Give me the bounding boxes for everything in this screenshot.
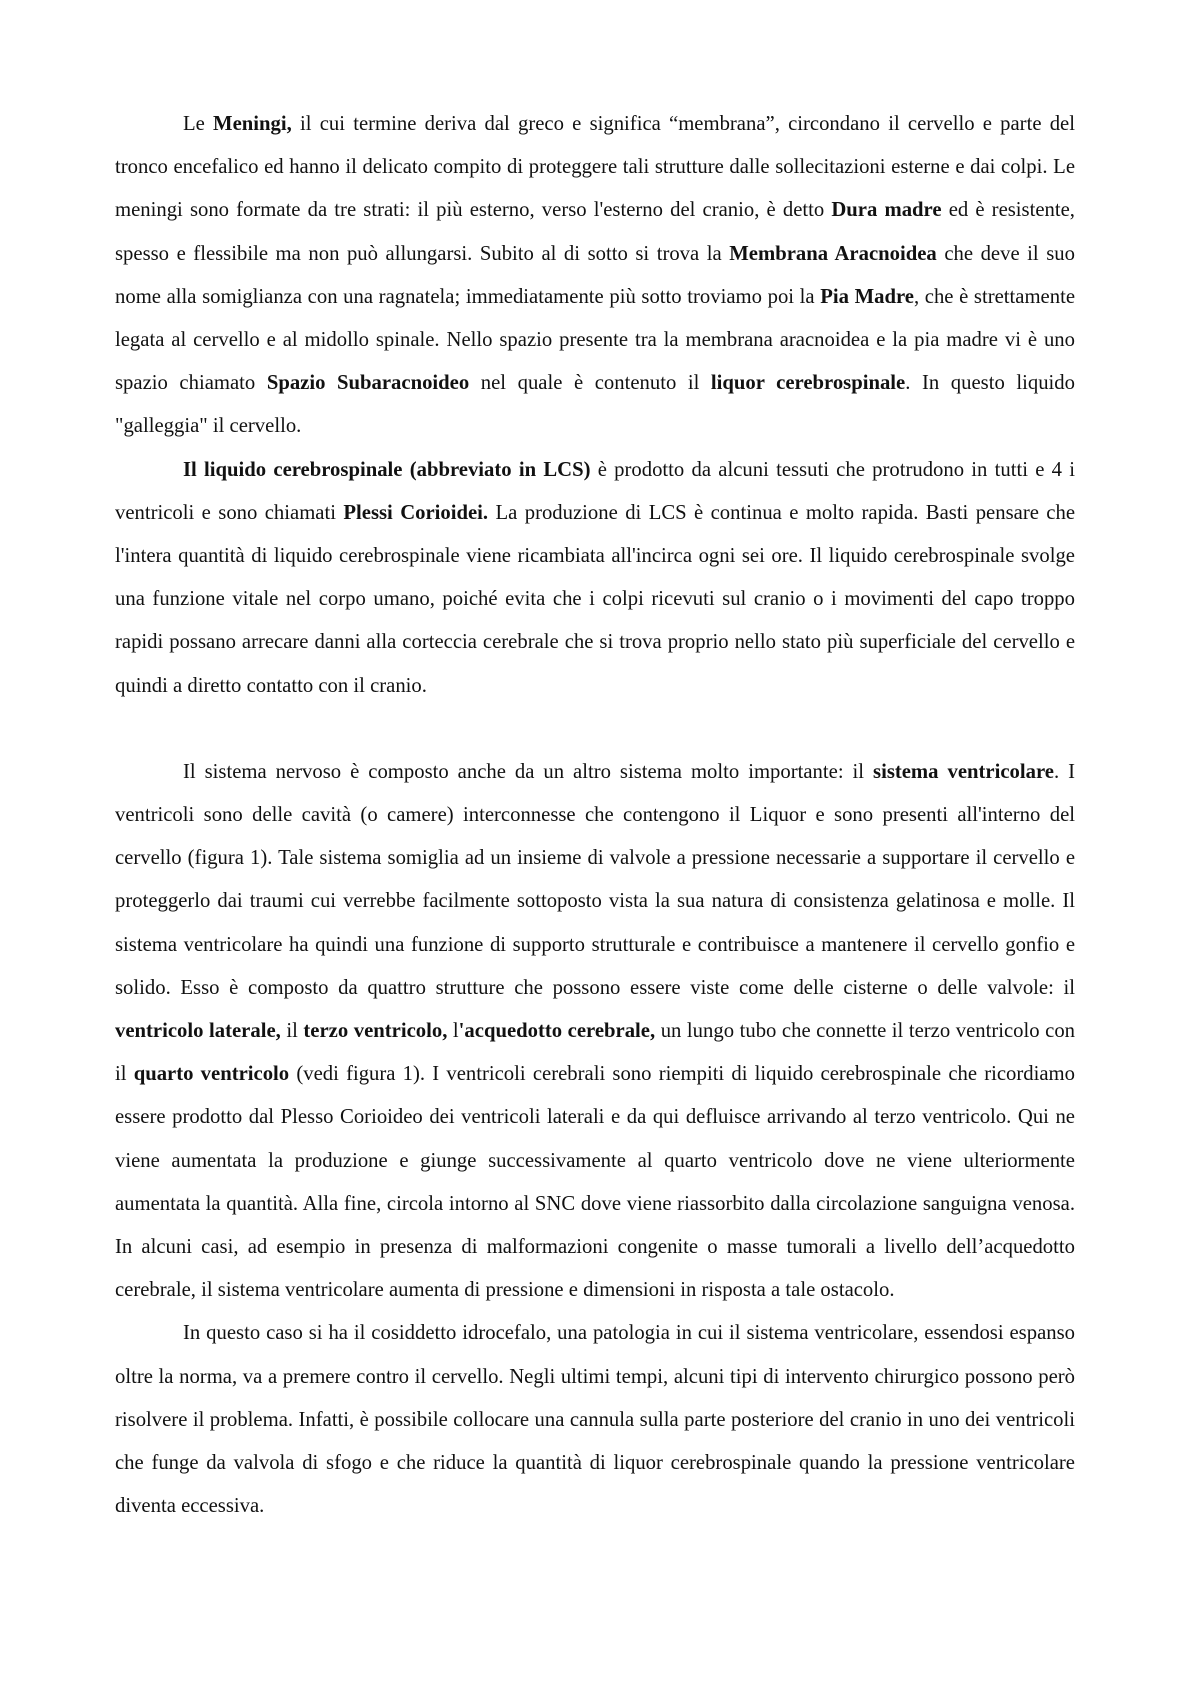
term-dura-madre: Dura madre	[831, 199, 942, 222]
paragraph-idrocefalo	[115, 1312, 1075, 1528]
text-run: , che è strettamente legata al cervello e al midollo spinale. Nello spazio presente tra la membrana aracnoidea e la pia madre vi è uno spazio chiamato	[115, 285, 1076, 395]
term-liquor-cerebrospinale: liquor cerebrospinale	[710, 372, 906, 395]
term-liquido-cerebrospinale: Il liquido cerebrospinale (abbreviato in LCS)	[183, 458, 591, 481]
term-membrana-aracnoidea: Membrana Aracnoidea	[729, 242, 937, 265]
text-run: che deve il suo nome alla somiglianza con una ragnatela; immediatamente più sotto troviamo poi la	[115, 242, 1075, 308]
text-run: Le	[183, 113, 214, 135]
text-run: il cui termine deriva dal greco e significa “membrana”, circondano il cervello e parte del tronco encefalico ed hanno il delicato compito di proteggere tali strutture dalle sollecitazioni esterne e dai colpi. Le meningi sono formate da tre strati: il più esterno, verso l'esterno del cranio, è detto	[115, 113, 1075, 222]
document-page	[115, 103, 1075, 1529]
term-acquedotto-cerebrale: 'acquedotto cerebrale,	[458, 1020, 656, 1043]
term-pia-madre: Pia Madre	[820, 285, 914, 308]
text-run: un lungo tubo che connette il terzo ventricolo con il	[115, 1020, 1076, 1086]
term-ventricolo-laterale: ventricolo laterale,	[115, 1020, 281, 1043]
term-sistema-ventricolare: sistema ventricolare	[873, 760, 1054, 783]
text-run: . In questo liquido "galleggia" il cervello.	[115, 372, 1075, 438]
text-run: Il sistema nervoso è composto anche da un altro sistema molto importante: il	[183, 760, 874, 783]
term-spazio-subaracnoideo: Spazio Subaracnoideo	[266, 372, 470, 395]
paragraph-meningi	[115, 103, 1075, 449]
term-plessi-corioidei: Plessi Corioidei.	[343, 501, 489, 524]
term-meningi: Meningi,	[213, 113, 292, 135]
paragraph-liquido	[115, 449, 1075, 708]
text-run: (vedi figura 1). I ventricoli cerebrali sono riempiti di liquido cerebrospinale che ricordiamo essere prodotto dal Plesso Corioideo dei ventricoli laterali e da qui defluisce arrivando al terzo ventricolo. Qui ne viene aumentata la produzione e giunge successivamente al quarto ventricolo dove ne viene ulteriormente aumentata la quantità. Alla fine, circola intorno al SNC dove viene riassorbito dalla circolazione sanguigna venosa. In alcuni casi, ad esempio in presenza di malformazioni congenite o masse tumorali a livello dell’acquedotto cerebrale, il sistema ventricolare aumenta di pressione e dimensioni in risposta a tale ostacolo.	[115, 1063, 1075, 1302]
term-terzo-ventricolo: terzo ventricolo,	[303, 1020, 448, 1043]
text-run: il	[280, 1020, 304, 1043]
term-quarto-ventricolo: quarto ventricolo	[133, 1063, 290, 1086]
paragraph-sistema-ventricolare	[115, 751, 1075, 1313]
text-run: è prodotto da alcuni tessuti che protrudono in tutti e 4 i ventricoli e sono chiamati	[115, 458, 1075, 524]
text-run: ed è resistente, spesso e flessibile ma non può allungarsi. Subito al di sotto si trova la	[115, 199, 1075, 265]
text-run: In questo caso si ha il cosiddetto idrocefalo, una patologia in cui il sistema ventricolare, essendosi espanso oltre la norma, va a premere contro il cervello. Negli ultimi tempi, alcuni tipi di intervento chirurgico possono però risolvere il problema. Infatti, è possibile collocare una cannula sulla parte posteriore del cranio in uno dei ventricoli che funge da valvola di sfogo e che riduce la quantità di liquor cerebrospinale quando la pressione ventricolare diventa eccessiva.	[115, 1322, 1075, 1518]
text-run: La produzione di LCS è continua e molto rapida. Basti pensare che l'intera quantità di liquido cerebrospinale viene ricambiata all'incirca ogni sei ore. Il liquido cerebrospinale svolge una funzione vitale nel corpo umano, poiché evita che i colpi ricevuti sul cranio o i movimenti del capo troppo rapidi possano arrecare danni alla corteccia cerebrale che si trova proprio nello stato più superficiale del cervello e quindi a diretto contatto con il cranio.	[115, 501, 1075, 697]
text-run: nel quale è contenuto il	[469, 372, 711, 395]
text-run: . I ventricoli sono delle cavità (o camere) interconnesse che contengono il Liquor e sono presenti all'interno del cervello (figura 1). Tale sistema somiglia ad un insieme di valvole a pressione necessarie a supportare il cervello e proteggerlo dai traumi cui verrebbe facilmente sottoposto vista la sua natura di consistenza gelatinosa e molle. Il sistema ventricolare ha quindi una funzione di supporto strutturale e contribuisce a mantenere il cervello gonfio e solido. Esso è composto da quattro strutture che possono essere viste come delle cisterne o delle valvole: il	[115, 760, 1075, 999]
text-run: l	[447, 1020, 459, 1043]
